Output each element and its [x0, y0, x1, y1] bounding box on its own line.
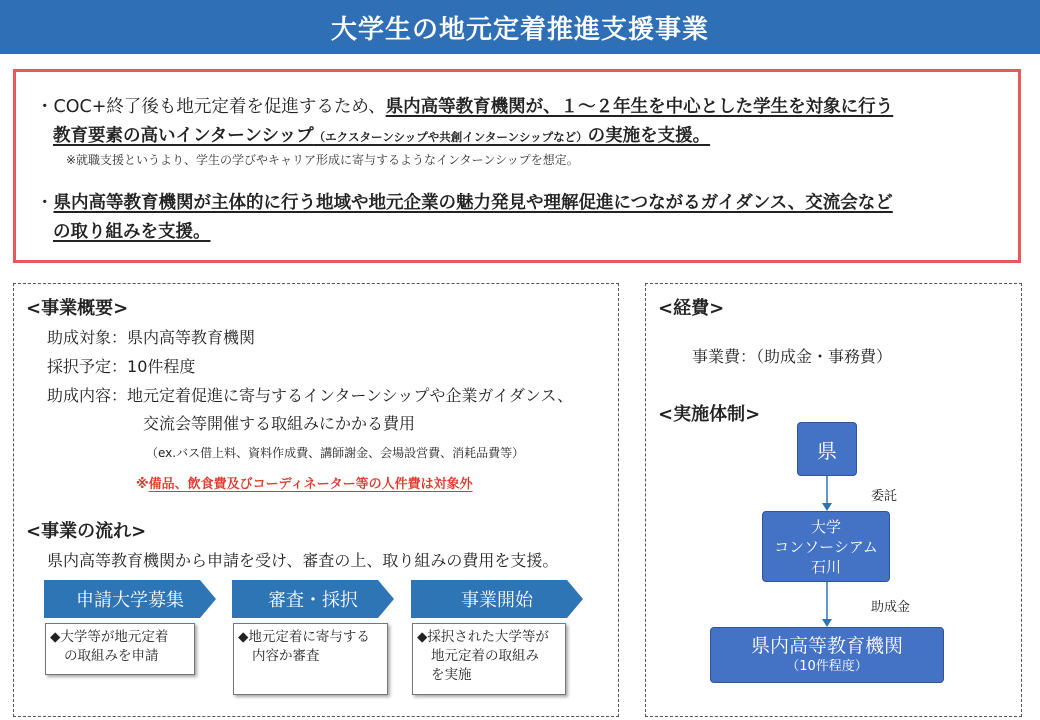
- overview-target-value: 県内高等教育機関: [127, 328, 256, 347]
- flow-description: 県内高等教育機関から申請を受け、審査の上、取り組みの費用を支援。: [47, 551, 559, 570]
- flow-step-2-label: 審査・採択: [268, 590, 358, 611]
- overview-plan-row: [47, 354, 195, 377]
- summary-bullet-1-line-2: [53, 122, 710, 147]
- entrust-label: 委託: [871, 489, 898, 504]
- summary-bullet-2-mark: ・: [36, 193, 54, 213]
- page-title-bar: [0, 0, 1040, 54]
- institutions-label: 県内高等教育機関: [750, 635, 903, 657]
- flow-step-2-detail: [233, 623, 388, 695]
- overview-target-row: [47, 325, 255, 348]
- summary-bullet-1-examples: （エクスターンシップや共創インターンシップなど）: [313, 130, 588, 144]
- summary-bullet-2-text-1: 県内高等教育機関が主体的に行う地域や地元企業の魅力発見や理解促進につながるガイダンス、交流会など: [53, 193, 893, 213]
- overview-plan-value: 10件程度: [127, 357, 196, 376]
- summary-bullet-1-emphasis-1: 県内高等教育機関が、１～２年生を中心とした学生を対象に行う: [385, 97, 894, 117]
- consortium-box: [762, 511, 890, 582]
- consortium-line-2: コンソーシアム: [774, 537, 878, 556]
- prefecture-box: [797, 422, 857, 476]
- flow-step-3-chevron: [411, 580, 583, 618]
- cost-system-panel: [645, 283, 1022, 717]
- flow-step-1-detail-line-2: の取組みを申請: [64, 648, 159, 664]
- flow-step-3-label: 事業開始: [461, 590, 533, 611]
- flow-step-3-detail-line-1: ◆採択された大学等が: [417, 629, 549, 645]
- prefecture-label: 県: [817, 438, 837, 463]
- institutions-box: [710, 627, 944, 683]
- summary-bullet-1-prefix: ・COC+終了後も地元定着を促進するため、: [36, 97, 386, 117]
- down-arrow-icon: [817, 582, 837, 628]
- flow-step-3-detail-line-2: 地元定着の取組み: [431, 648, 539, 664]
- summary-bullet-1-emphasis-3: の実施を支援。: [587, 126, 711, 146]
- overview-heading: <事業概要>: [26, 298, 129, 319]
- overview-exclusion-mark: ※: [136, 477, 149, 492]
- overview-exclusion-text: 備品、飲食費及びコーディネーター等の人件費は対象外: [148, 477, 473, 492]
- overview-exclusion: [136, 473, 473, 492]
- cost-heading: <経費>: [658, 298, 725, 319]
- summary-box: [13, 69, 1021, 263]
- summary-bullet-2-text-2: の取り組みを支援。: [53, 222, 211, 242]
- summary-bullet-1-note: ※就職支援というより、学生の学びやキャリア形成に寄与するようなインターンシップを想定。: [66, 153, 579, 167]
- overview-content-row: [47, 383, 573, 406]
- flow-step-1-detail-line-1: ◆大学等が地元定着: [50, 629, 169, 645]
- flow-step-1-detail: [45, 623, 195, 675]
- system-heading: <実施体制>: [658, 404, 761, 425]
- consortium-line-1: 大学: [810, 517, 841, 536]
- flow-step-1-label: 申請大学募集: [76, 590, 184, 611]
- overview-content-label: 助成内容：: [47, 386, 128, 405]
- overview-target-label: 助成対象：: [47, 328, 128, 347]
- overview-plan-label: 採択予定：: [47, 357, 128, 376]
- consortium-line-3: 石川: [810, 557, 841, 576]
- summary-bullet-2-line-2: [53, 218, 211, 243]
- overview-panel: [13, 283, 619, 717]
- flow-step-1-chevron: [44, 580, 216, 618]
- flow-step-2-detail-line-1: ◆地元定着に寄与する: [238, 629, 370, 645]
- overview-content-example: （ex.バス借上料、資料作成費、講師謝金、会場設営費、消耗品費等）: [146, 446, 525, 460]
- flow-step-2-chevron: [232, 580, 394, 618]
- grant-label: 助成金: [871, 600, 911, 615]
- flow-step-3-detail: [412, 623, 566, 695]
- flow-step-3-detail-line-3: を実施: [431, 667, 472, 683]
- overview-content-line-1: 地元定着促進に寄与するインターンシップや企業ガイダンス、: [127, 386, 574, 405]
- summary-bullet-1-line-1: [36, 93, 893, 118]
- flow-heading: <事業の流れ>: [26, 521, 147, 542]
- cost-line: 事業費：（助成金・事務費）: [692, 347, 893, 366]
- institutions-count: （10件程度）: [786, 659, 868, 674]
- flow-step-2-detail-line-2: 内容か審査: [252, 648, 320, 664]
- summary-bullet-2-line-1: [36, 189, 893, 214]
- page-title: 大学生の地元定着推進支援事業: [330, 14, 709, 45]
- summary-bullet-1-emphasis-2: 教育要素の高いインターンシップ: [53, 126, 314, 146]
- overview-content-line-2: 交流会等開催する取組みにかかる費用: [143, 414, 416, 433]
- down-arrow-icon: [817, 476, 837, 512]
